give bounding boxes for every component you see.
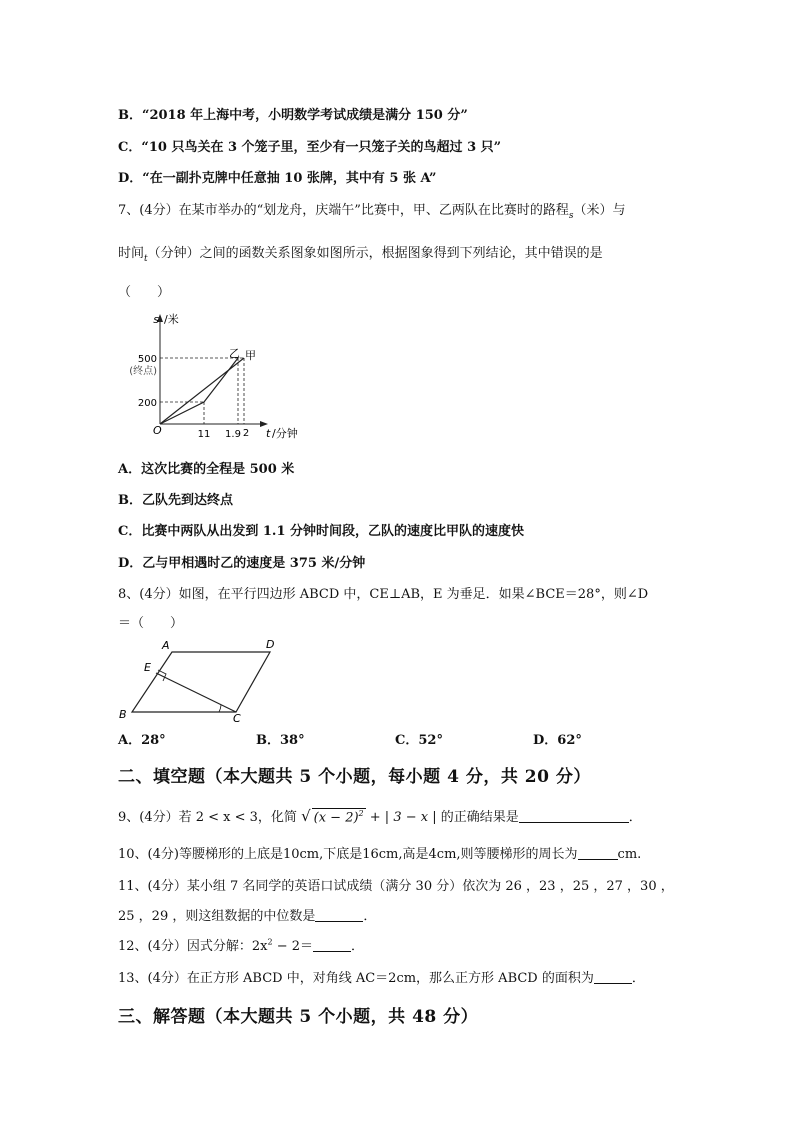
- q7-var-t: t: [144, 254, 148, 264]
- q7-graph-tick-11: 11: [197, 429, 211, 440]
- q8-label-a: A: [162, 639, 170, 652]
- q7-answer-paren: （ ）: [118, 285, 171, 300]
- q8-label-d: D: [266, 638, 275, 651]
- q8-parallelogram-figure: [112, 634, 292, 726]
- section-2-heading: 二、填空题（本大题共 5 个小题，每小题 4 分，共 20 分）: [118, 767, 591, 787]
- q8-angle-arc: [219, 705, 221, 712]
- q8-segment-ce: [156, 673, 236, 712]
- q7-graph-x-label-var: t: [266, 427, 271, 440]
- q8-option-c: C．52°: [395, 733, 443, 748]
- q6-option-c: C．“10 只鸟关在 3 个笼子里，至少有一只笼子关的鸟超过 3 只”: [118, 140, 502, 155]
- q7-option-a: A．这次比赛的全程是 500 米: [118, 462, 295, 477]
- q7-graph-x-label-unit: /分钟: [272, 427, 298, 440]
- q7-graph-origin: O: [153, 424, 162, 437]
- q11-line1: 11、(4分）某小组 7 名同学的英语口试成绩（满分 30 分）依次为 26 ，23 ，25 ，27 ，30 ，: [118, 879, 674, 894]
- q8-parallelogram: [132, 652, 270, 712]
- q12-line: 12、(4分）因式分解：$2x^2 - 2=$ ．: [118, 937, 365, 954]
- q7-graph-label-jia: 甲: [245, 349, 256, 362]
- q8-label-c: C: [233, 712, 241, 725]
- q6-option-b: B．“2018 年上海中考，小明数学考试成绩是满分 150 分”: [118, 108, 468, 123]
- q7-option-c: C．比赛中两队从出发到 1.1 分钟时间段，乙队的速度比甲队的速度快: [118, 524, 525, 539]
- q9-answer-blank: [519, 810, 629, 823]
- q7-option-b: B．乙队先到达终点: [118, 493, 233, 508]
- section-3-heading: 三、解答题（本大题共 5 个小题，共 48 分）: [118, 1007, 479, 1027]
- q7-graph-y-label-unit: /米: [164, 313, 179, 326]
- q8-stem-line2: ＝（ ）: [118, 616, 184, 631]
- q9-sqrt-expression: √ $(x - 2)^2$: [301, 807, 364, 825]
- q8-label-b: B: [119, 708, 127, 721]
- q7-var-s: s: [568, 211, 574, 221]
- q7-graph-tick-19: 1.9: [225, 429, 241, 440]
- q8-stem-line1: 8、(4分）如图，在平行四边形 ABCD 中，CE⊥AB，E 为垂足．如果∠BCE＝28°，则∠D: [118, 587, 649, 602]
- q7-graph-y-label-var: s: [153, 313, 159, 326]
- q7-graph-tick-500: 500: [137, 354, 157, 365]
- q7-graph-line-jia: [160, 358, 244, 424]
- q7-stem-line1: 7、(4分）在某市举办的“划龙舟，庆端午”比赛中，甲、乙两队在比赛时的路程$_s$（米）与: [118, 203, 626, 221]
- q11-answer-blank: [315, 909, 363, 922]
- q8-option-b: B．38°: [256, 733, 305, 748]
- q8-label-e: E: [144, 661, 151, 674]
- q7-graph-tick-2: 2: [242, 428, 250, 439]
- q7-graph-tick-500-note: (终点): [129, 366, 157, 377]
- q7-graph: [112, 308, 322, 444]
- q7-option-d: D．乙与甲相遇时乙的速度是 375 米/分钟: [118, 556, 366, 571]
- q7-stem-line2: 时间$_t$（分钟）之间的函数关系图象如图所示，根据图象得到下列结论，其中错误的是: [118, 246, 603, 264]
- q12-answer-blank: [313, 939, 351, 952]
- q8-option-d: D．62°: [533, 733, 582, 748]
- q7-graph-tick-200: 200: [137, 398, 157, 409]
- q13-answer-blank: [594, 971, 632, 984]
- q13-line: 13、(4分）在正方形 ABCD 中，对角线 AC＝2cm，那么正方形 ABCD 的面积为 ．: [118, 971, 645, 986]
- q11-line2: 25 ，29 ，则这组数据的中位数是 ．: [118, 909, 377, 924]
- q9-line: 9、(4分）若 2 < x < 3，化简 √ $(x - 2)^2$ + | 3 − x | 的正确结果是 ．: [118, 807, 642, 825]
- q10-line: 10、(4分)等腰梯形的上底是10cm,下底是16cm,高是4cm,则等腰梯形的周长为 cm.: [118, 847, 642, 862]
- q6-option-d: D．“在一副扑克牌中任意抽 10 张牌，其中有 5 张 A”: [118, 171, 437, 186]
- q10-answer-blank: [578, 847, 618, 860]
- q8-option-a: A．28°: [118, 733, 166, 748]
- q7-graph-label-yi: 乙: [229, 347, 240, 360]
